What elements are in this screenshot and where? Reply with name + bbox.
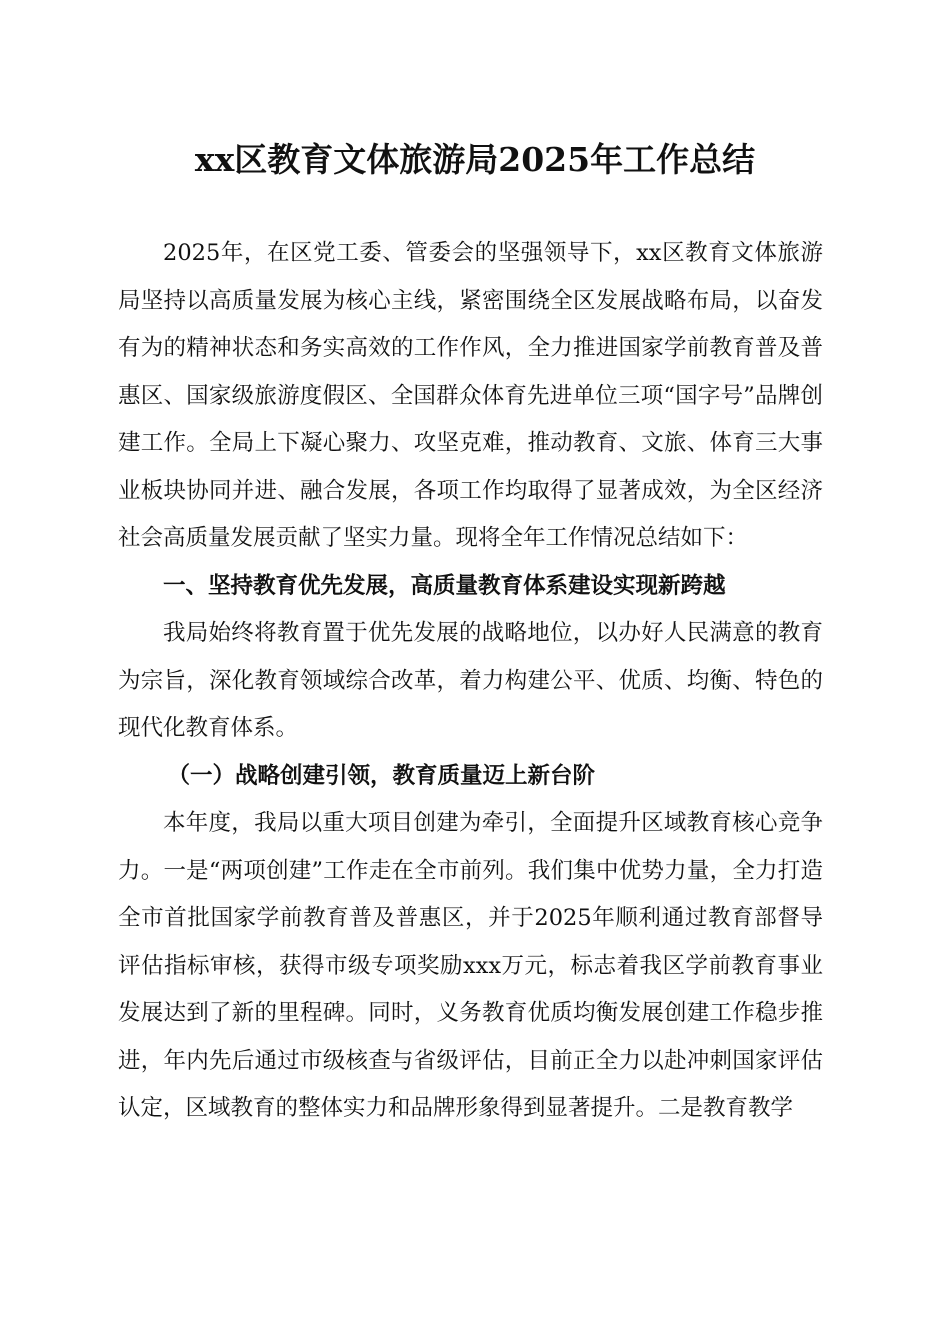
section-heading-1: 一、坚持教育优先发展，高质量教育体系建设实现新跨越	[163, 572, 726, 599]
document-body	[118, 230, 823, 1133]
section-1-paragraph: 我局始终将教育置于优先发展的战略地位，以办好人民满意的教育为宗旨，深化教育领域综合改革，着力构建公平、优质、均衡、特色的现代化教育体系。	[118, 620, 823, 741]
subsection-1-paragraph: 本年度，我局以重大项目创建为牵引，全面提升区域教育核心竞争力。一是“两项创建”工作走在全市前列。我们集中优势力量，全力打造全市首批国家学前教育普及普惠区，并于2025年顺利通过教育部督导评估指标审核，获得市级专项奖励xxx万元，标志着我区学前教育事业发展达到了新的里程碑。同时，义务教育优质均衡发展创建工作稳步推进，年内先后通过市级核查与省级评估，目前正全力以赴冲刺国家评估认定，区域教育的整体实力和品牌形象得到显著提升。二是教育教学	[118, 810, 823, 1121]
intro-paragraph: 2025年，在区党工委、管委会的坚强领导下，xx区教育文体旅游局坚持以高质量发展为核心主线，紧密围绕全区发展战略布局，以奋发有为的精神状态和务实高效的工作作风，全力推进国家学前教育普及普惠区、国家级旅游度假区、全国群众体育先进单位三项“国字号”品牌创建工作。全局上下凝心聚力、攻坚克难，推动教育、文旅、体育三大事业板块协同并进、融合发展，各项工作均取得了显著成效，为全区经济社会高质量发展贡献了坚实力量。现将全年工作情况总结如下：	[118, 240, 823, 551]
subsection-heading-1: （一）战略创建引领，教育质量迈上新台阶	[167, 762, 596, 789]
document-title: xx区教育文体旅游局2025年工作总结	[194, 140, 756, 179]
